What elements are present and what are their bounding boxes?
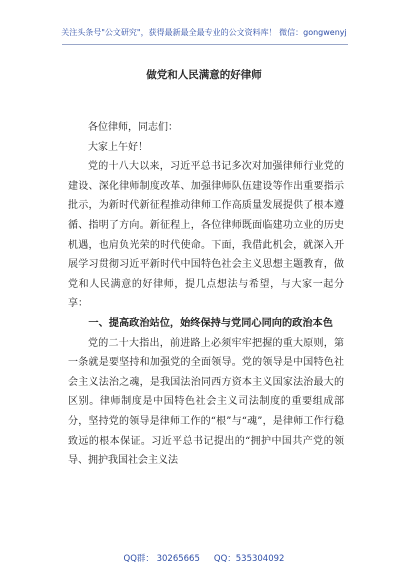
header-banner: 关注头条号"公文研究"，获得最新最全最专业的公文资料库！ 微信：gongwenyj	[61, 28, 347, 37]
footer-qq-group: QQ群： 30265665	[123, 554, 200, 564]
header-divider	[62, 44, 348, 45]
footer-contact	[0, 552, 408, 564]
section-heading-1: 一、提高政治站位，始终保持与党同心同向的政治本色	[88, 316, 333, 329]
greeting: 大家上午好！	[88, 141, 148, 153]
paragraph-section-1: 党的二十大指出，前进路上必须牢牢把握的重大原则，第一条就是要坚持和加强党的全面领导。党的领导是中国特色社会主义法治之魂，是我国法治同西方资本主义国家法治最大的区别。律师制度是中国特色社会主义司法制度的重要组成部分，坚持党的领导是律师工作的“根”与“魂”，是律师工作行稳致远的根本保证。习近平总书记提出的“拥护中国共产党的领导、拥护我国社会主义法	[68, 337, 344, 467]
paragraph-intro: 党的十八大以来，习近平总书记多次对加强律师行业党的建设、深化律师制度改革、加强律师队伍建设等作出重要指示批示，为新时代新征程推动律师工作高质量发展提供了根本遵循、指明了方向。新征程上，各位律师既面临建功立业的历史机遇，也肩负光荣的时代使命。下面，我借此机会，就深入开展学习贯彻习近平新时代中国特色社会主义思想主题教育，做党和人民满意的好律师，提几点想法与希望，与大家一起分享：	[68, 161, 344, 310]
salutation: 各位律师，同志们：	[88, 122, 178, 133]
document-body	[68, 118, 344, 471]
footer-qq: QQ：535304092	[213, 554, 285, 564]
document-title: 做党和人民满意的好律师	[146, 69, 262, 81]
